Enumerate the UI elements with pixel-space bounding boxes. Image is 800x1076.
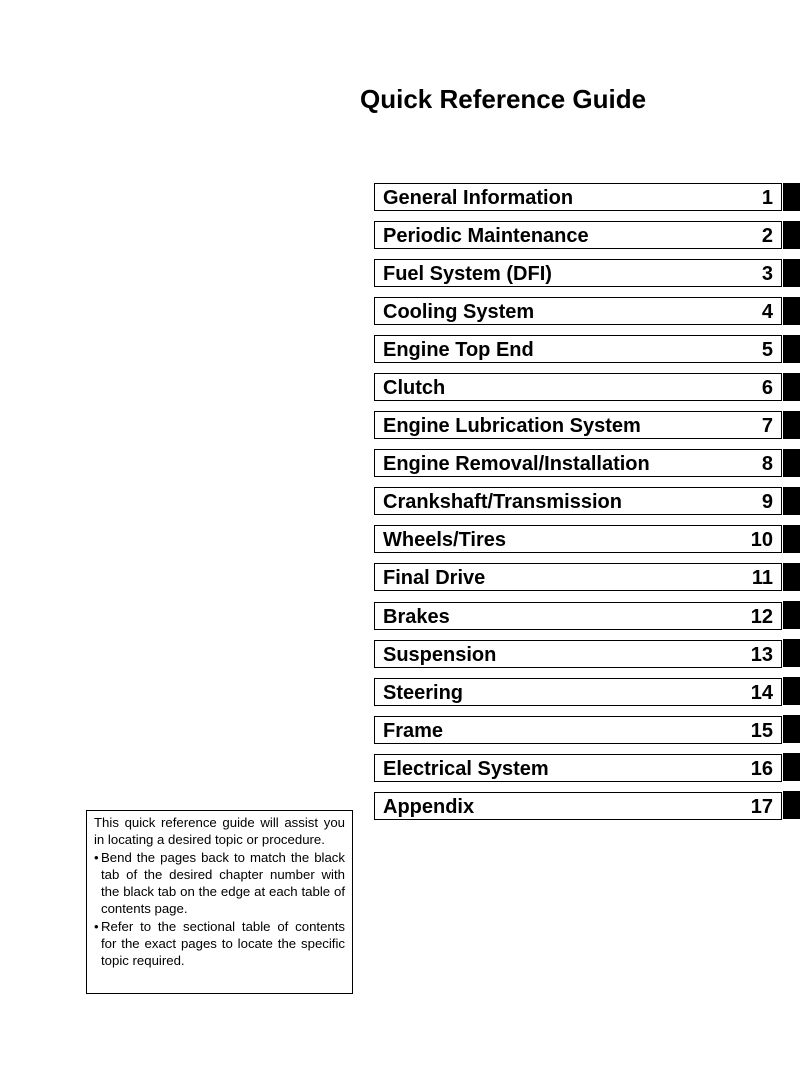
toc-item[interactable] bbox=[374, 792, 800, 820]
chapter-tab-3 bbox=[783, 259, 800, 287]
toc-item-label: Clutch bbox=[383, 377, 446, 400]
note-bullet-text: Bend the pages back to match the black tab of the desired chapter number with the black tab on the edge at each table of contents page. bbox=[101, 849, 345, 917]
toc-item-box bbox=[374, 487, 782, 515]
toc-item[interactable] bbox=[374, 525, 800, 553]
toc-item[interactable] bbox=[374, 754, 800, 782]
chapter-tab-1 bbox=[783, 183, 800, 211]
chapter-tab-15 bbox=[783, 715, 800, 743]
toc-item-box bbox=[374, 525, 782, 553]
toc-item-number: 16 bbox=[750, 757, 773, 780]
toc-item[interactable] bbox=[374, 449, 800, 477]
toc-item-box bbox=[374, 563, 782, 591]
toc-item[interactable] bbox=[374, 602, 800, 630]
toc-item-box bbox=[374, 716, 782, 744]
toc-item-number: 15 bbox=[750, 719, 773, 742]
chapter-tab-13 bbox=[783, 639, 800, 667]
toc-item-number: 17 bbox=[750, 795, 773, 818]
toc-item-label: Crankshaft/Transmission bbox=[383, 491, 622, 514]
toc-item-box bbox=[374, 411, 782, 439]
toc-item-box bbox=[374, 678, 782, 706]
bullet-icon: • bbox=[94, 918, 99, 934]
toc-item-box bbox=[374, 183, 782, 211]
chapter-tab-17 bbox=[783, 791, 800, 819]
toc-item-box bbox=[374, 792, 782, 820]
toc-item-number: 1 bbox=[761, 187, 773, 209]
toc-item-label: Suspension bbox=[383, 643, 497, 666]
toc-item-box bbox=[374, 754, 782, 782]
toc-item-box bbox=[374, 640, 782, 668]
toc-item[interactable] bbox=[374, 259, 800, 287]
toc-item-number: 4 bbox=[761, 301, 773, 324]
toc-item[interactable] bbox=[374, 640, 800, 668]
toc-item-label: Cooling System bbox=[383, 301, 535, 324]
toc-item-label: Steering bbox=[383, 681, 464, 704]
toc-item[interactable] bbox=[374, 335, 800, 363]
toc-item-number: 14 bbox=[750, 681, 773, 704]
toc-item-number: 2 bbox=[761, 225, 773, 248]
note-intro: This quick reference guide will assist you in locating a desired topic or procedure. bbox=[94, 815, 345, 848]
note-bullet-item bbox=[94, 849, 345, 918]
bullet-icon: • bbox=[94, 849, 99, 865]
toc-item-number: 8 bbox=[761, 453, 773, 476]
toc-item-box bbox=[374, 259, 782, 287]
toc-item-label: Engine Top End bbox=[383, 339, 534, 362]
toc-item-box bbox=[374, 335, 782, 363]
toc-item-label: Engine Lubrication System bbox=[383, 415, 641, 438]
chapter-tab-11 bbox=[783, 563, 800, 591]
toc-item-number: 6 bbox=[761, 377, 773, 400]
chapter-tab-10 bbox=[783, 525, 800, 553]
toc-item-label: Brakes bbox=[383, 605, 450, 628]
usage-note-box bbox=[86, 810, 353, 994]
toc-item-box bbox=[374, 449, 782, 477]
page-title: Quick Reference Guide bbox=[360, 84, 647, 114]
toc-item[interactable] bbox=[374, 716, 800, 744]
toc-item-number: 9 bbox=[761, 491, 773, 514]
toc-item-box bbox=[374, 221, 782, 249]
chapter-tab-2 bbox=[783, 221, 800, 249]
toc-item[interactable] bbox=[374, 411, 800, 439]
toc-item-box bbox=[374, 602, 782, 630]
toc-item-label: Periodic Maintenance bbox=[383, 225, 589, 248]
note-bullet-item bbox=[94, 918, 345, 970]
toc-item-number: 7 bbox=[761, 415, 773, 438]
toc-item-number: 3 bbox=[761, 263, 773, 286]
toc-item-label: Engine Removal/Installation bbox=[383, 453, 650, 476]
chapter-tab-9 bbox=[783, 487, 800, 515]
toc-item-label: Electrical System bbox=[383, 757, 549, 780]
chapter-tab-7 bbox=[783, 411, 800, 439]
chapter-tab-12 bbox=[783, 601, 800, 629]
chapter-tab-16 bbox=[783, 753, 800, 781]
toc-list bbox=[374, 183, 800, 830]
chapter-tab-14 bbox=[783, 677, 800, 705]
toc-item-label: Appendix bbox=[383, 795, 475, 818]
note-bullet-text: Refer to the sectional table of contents for the exact pages to locate the specific topic required. bbox=[101, 918, 345, 969]
toc-item-number: 5 bbox=[761, 339, 773, 362]
toc-item[interactable] bbox=[374, 373, 800, 401]
toc-item-number: 11 bbox=[751, 567, 773, 590]
toc-item-label: General Information bbox=[383, 187, 574, 209]
chapter-tab-5 bbox=[783, 335, 800, 363]
toc-item-box bbox=[374, 373, 782, 401]
toc-item[interactable] bbox=[374, 221, 800, 249]
chapter-tab-6 bbox=[783, 373, 800, 401]
toc-item-label: Final Drive bbox=[383, 567, 486, 590]
toc-item[interactable] bbox=[374, 183, 800, 211]
toc-item-number: 12 bbox=[750, 605, 773, 628]
toc-item-label: Wheels/Tires bbox=[383, 529, 507, 552]
toc-item[interactable] bbox=[374, 678, 800, 706]
toc-item-label: Fuel System (DFI) bbox=[383, 263, 552, 286]
toc-item[interactable] bbox=[374, 563, 800, 591]
toc-item-number: 13 bbox=[750, 643, 773, 666]
toc-item[interactable] bbox=[374, 297, 800, 325]
toc-item-box bbox=[374, 297, 782, 325]
chapter-tab-4 bbox=[783, 297, 800, 325]
toc-item-number: 10 bbox=[750, 529, 773, 552]
chapter-tab-8 bbox=[783, 449, 800, 477]
toc-item-label: Frame bbox=[383, 719, 444, 742]
toc-item[interactable] bbox=[374, 487, 800, 515]
